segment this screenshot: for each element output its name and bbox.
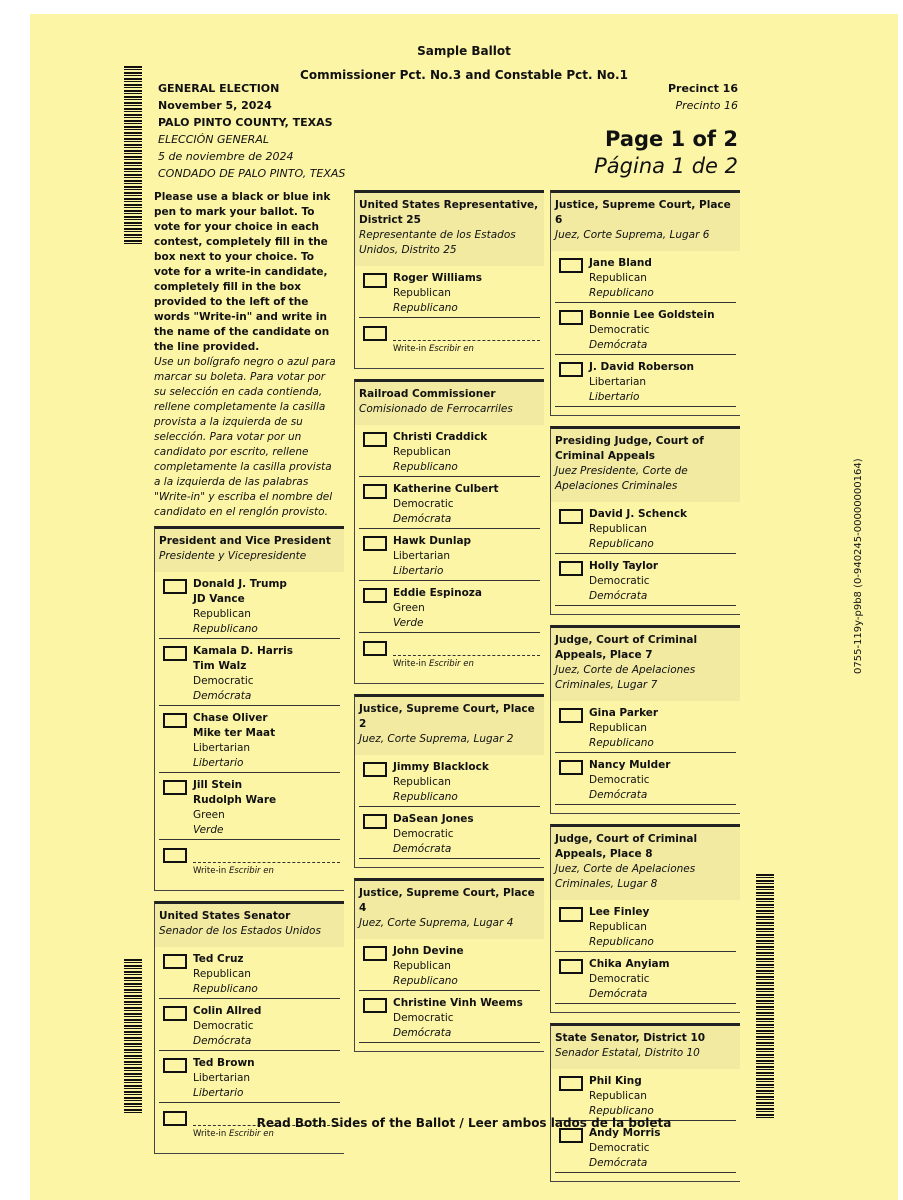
- party-name: Republican: [589, 921, 647, 933]
- write-in-option[interactable]: [159, 846, 340, 882]
- party-name-es: Republicano: [589, 936, 654, 948]
- contest-subtitle: Juez, Corte de Apelaciones Criminales, Lugar 7: [555, 664, 696, 691]
- candidate-option[interactable]: [555, 308, 736, 355]
- contest-subtitle: Juez, Corte Suprema, Lugar 2: [359, 733, 514, 745]
- election-date: November 5, 2024: [158, 99, 272, 112]
- candidate-name: Donald J. Trump: [193, 578, 287, 590]
- ballot-id: 0755-119y-p9b8 (0-940245-00000000164): [853, 458, 864, 674]
- vote-checkbox[interactable]: [363, 762, 387, 777]
- candidate-option[interactable]: [555, 758, 736, 805]
- party-name-es: Demócrata: [589, 988, 648, 1000]
- vote-checkbox[interactable]: [559, 258, 583, 273]
- candidate-option[interactable]: [359, 996, 540, 1043]
- vote-checkbox[interactable]: [363, 588, 387, 603]
- vote-checkbox[interactable]: [559, 1128, 583, 1143]
- contest-title: Justice, Supreme Court, Place 6: [555, 199, 731, 226]
- write-in-line[interactable]: [193, 862, 340, 863]
- candidate-option[interactable]: [159, 644, 340, 706]
- candidate-option[interactable]: [555, 957, 736, 1004]
- contest-title: Presiding Judge, Court of Criminal Appeals: [555, 435, 704, 462]
- party-name: Libertarian: [393, 550, 451, 562]
- party-name-es: Demócrata: [193, 690, 252, 702]
- election-name-es: ELECCIÓN GENERAL: [158, 133, 269, 146]
- party-name-es: Republicano: [393, 302, 458, 314]
- ballot-subtitle: Commissioner Pct. No.3 and Constable Pct. No.1: [300, 68, 628, 82]
- candidate-name: Chika Anyiam: [589, 958, 670, 970]
- vote-checkbox[interactable]: [363, 946, 387, 961]
- write-in-label-es: Escribir en: [428, 344, 474, 354]
- contest-header: [551, 1026, 740, 1069]
- write-in-line[interactable]: [393, 340, 540, 341]
- vote-checkbox[interactable]: [163, 780, 187, 795]
- party-name: Democratic: [589, 575, 650, 587]
- candidate-name: Jimmy Blacklock: [393, 761, 489, 773]
- contest-subtitle: Juez Presidente, Corte de Apelaciones Criminales: [555, 465, 688, 492]
- candidate-option[interactable]: [359, 271, 540, 318]
- party-name: Democratic: [193, 675, 254, 687]
- candidate-name: Eddie Espinoza: [393, 587, 483, 599]
- candidate-name: Ted Cruz: [193, 953, 244, 965]
- candidate-name: Andy Morris: [589, 1127, 661, 1139]
- candidate-name: Katherine Culbert: [393, 483, 499, 495]
- party-name-es: Republicano: [193, 623, 258, 635]
- contest-title: United States Senator: [159, 910, 291, 922]
- vote-checkbox[interactable]: [363, 998, 387, 1013]
- write-in-checkbox[interactable]: [363, 641, 387, 656]
- vote-checkbox[interactable]: [363, 814, 387, 829]
- write-in-checkbox[interactable]: [363, 326, 387, 341]
- write-in-label-en: Write-in: [393, 344, 427, 354]
- column-2-contests: [354, 190, 544, 1052]
- contest: [550, 625, 740, 814]
- party-name: Republican: [589, 272, 647, 284]
- write-in-label-es: Escribir en: [428, 659, 474, 669]
- contest-subtitle: Juez, Corte Suprema, Lugar 4: [359, 917, 514, 929]
- party-name-es: Demócrata: [193, 1035, 252, 1047]
- candidate-option[interactable]: [555, 507, 736, 554]
- contest: [550, 190, 740, 416]
- party-name: Republican: [589, 1090, 647, 1102]
- party-name: Republican: [393, 446, 451, 458]
- vote-checkbox[interactable]: [163, 1006, 187, 1021]
- candidate-option[interactable]: [159, 711, 340, 773]
- contest-header: [355, 697, 544, 755]
- contest-header: [551, 193, 740, 251]
- contest-header: [551, 628, 740, 701]
- candidate-name: Holly Taylor: [589, 560, 659, 572]
- party-name-es: Republicano: [393, 791, 458, 803]
- write-in-label-en: Write-in: [193, 866, 227, 876]
- write-in-option[interactable]: [359, 324, 540, 360]
- contest-title: Justice, Supreme Court, Place 4: [359, 887, 535, 914]
- party-name: Democratic: [193, 1020, 254, 1032]
- party-name: Democratic: [589, 1142, 650, 1154]
- party-name-es: Verde: [393, 617, 424, 629]
- candidate-name: Roger Williams: [393, 272, 483, 284]
- candidate-name: Bonnie Lee Goldstein: [589, 309, 715, 321]
- election-name: GENERAL ELECTION: [158, 82, 280, 95]
- contest-subtitle: Juez, Corte Suprema, Lugar 6: [555, 229, 710, 241]
- running-mate-name: Mike ter Maat: [193, 727, 276, 739]
- candidate-option[interactable]: [159, 1056, 340, 1103]
- party-name: Democratic: [393, 1012, 454, 1024]
- vote-checkbox[interactable]: [559, 362, 583, 377]
- party-name-es: Republicano: [393, 461, 458, 473]
- candidate-option[interactable]: [555, 1126, 736, 1173]
- election-county: PALO PINTO COUNTY, TEXAS: [158, 116, 333, 129]
- party-name-es: Demócrata: [589, 339, 648, 351]
- column-3: [550, 190, 740, 1192]
- party-name: Democratic: [589, 774, 650, 786]
- write-in-checkbox[interactable]: [163, 848, 187, 863]
- contest-header: [155, 529, 344, 572]
- page-number: Page 1 of 2: [605, 127, 738, 151]
- running-mate-name: Rudolph Ware: [193, 794, 277, 806]
- contest-title: Judge, Court of Criminal Appeals, Place 7: [555, 634, 698, 661]
- page-number-es: Página 1 de 2: [594, 154, 738, 178]
- vote-checkbox[interactable]: [559, 907, 583, 922]
- candidate-name: Colin Allred: [193, 1005, 262, 1017]
- candidate-option[interactable]: [359, 534, 540, 581]
- candidate-option[interactable]: [159, 577, 340, 639]
- candidate-option[interactable]: [359, 760, 540, 807]
- contest-subtitle: Representante de los Estados Unidos, Distrito 25: [359, 229, 516, 256]
- barcode-bottom-left: [124, 959, 142, 1114]
- vote-checkbox[interactable]: [559, 509, 583, 524]
- vote-checkbox[interactable]: [363, 484, 387, 499]
- barcode-bottom-right: [756, 874, 774, 1119]
- contest-header: [155, 904, 344, 947]
- barcode-top-left: [124, 66, 142, 244]
- party-name: Democratic: [393, 498, 454, 510]
- contest: [154, 526, 344, 891]
- column-1-contests: [154, 526, 344, 1154]
- candidate-option[interactable]: [359, 586, 540, 633]
- write-in-label: [393, 344, 474, 354]
- candidate-name: Jill Stein: [193, 779, 243, 791]
- candidate-name: Lee Finley: [589, 906, 650, 918]
- party-name-es: Demócrata: [589, 1157, 648, 1169]
- candidate-name: J. David Roberson: [589, 361, 695, 373]
- candidate-option[interactable]: [555, 559, 736, 606]
- contest: [354, 878, 544, 1052]
- candidate-name: Nancy Mulder: [589, 759, 671, 771]
- party-name: Republican: [193, 968, 251, 980]
- vote-checkbox[interactable]: [559, 959, 583, 974]
- write-in-option[interactable]: [359, 639, 540, 675]
- contest-header: [551, 827, 740, 900]
- instructions-en: Please use a black or blue ink pen to mark your ballot. To vote for your choice in each contest, completely fill in the box next to your choice. To vote for a write-in candidate, completely fill in the box provided to the left of the words "Write-in" and write in the name of the candidate on the line provided.: [154, 191, 331, 353]
- party-name: Libertarian: [193, 742, 251, 754]
- vote-checkbox[interactable]: [363, 432, 387, 447]
- vote-checkbox[interactable]: [559, 561, 583, 576]
- candidate-name: Gina Parker: [589, 707, 659, 719]
- party-name-es: Republicano: [589, 287, 654, 299]
- precinct-es: Precinto 16: [675, 99, 738, 112]
- vote-checkbox[interactable]: [363, 273, 387, 288]
- party-name: Democratic: [589, 973, 650, 985]
- party-name-es: Republicano: [193, 983, 258, 995]
- vote-checkbox[interactable]: [363, 536, 387, 551]
- running-mate-name: JD Vance: [193, 593, 245, 605]
- contest-subtitle: Comisionado de Ferrocarriles: [359, 403, 513, 415]
- write-in-label: [193, 1129, 274, 1139]
- contest-header: [355, 881, 544, 939]
- write-in-label-en: Write-in: [193, 1129, 227, 1139]
- candidate-option[interactable]: [159, 1004, 340, 1051]
- party-name: Green: [193, 809, 225, 821]
- footer-note: Read Both Sides of the Ballot / Leer ambos lados de la boleta: [256, 1116, 672, 1130]
- candidate-option[interactable]: [359, 482, 540, 529]
- instructions-es: Use un bolígrafo negro o azul para marcar su boleta. Para votar por su selección en cada contienda, rellene completamente la casilla provista a la izquierda de su selección. Para votar por un candidato por escrito, rellene completamente la casilla provista a la izquierda de las palabras "Write-in" y escriba el nombre del candidato en el renglón provisto.: [154, 356, 336, 518]
- candidate-name: Christine Vinh Weems: [393, 997, 523, 1009]
- vote-checkbox[interactable]: [559, 760, 583, 775]
- party-name: Republican: [589, 722, 647, 734]
- party-name-es: Demócrata: [589, 590, 648, 602]
- contest: [550, 1023, 740, 1182]
- candidate-option[interactable]: [555, 706, 736, 753]
- column-1: [154, 190, 344, 1164]
- election-info: [158, 80, 345, 182]
- party-name-es: Libertario: [193, 757, 244, 769]
- party-name: Libertarian: [589, 376, 647, 388]
- party-name: Republican: [193, 608, 251, 620]
- party-name-es: Demócrata: [589, 789, 648, 801]
- ballot-page: [30, 14, 898, 1200]
- vote-checkbox[interactable]: [163, 646, 187, 661]
- candidate-name: Phil King: [589, 1075, 642, 1087]
- column-3-contests: [550, 190, 740, 1182]
- candidate-option[interactable]: [359, 430, 540, 477]
- party-name: Republican: [393, 776, 451, 788]
- candidate-name: David J. Schenck: [589, 508, 688, 520]
- candidate-option[interactable]: [159, 778, 340, 840]
- candidate-option[interactable]: [359, 944, 540, 991]
- column-2: [354, 190, 544, 1062]
- contest: [550, 824, 740, 1013]
- party-name-es: Libertario: [589, 391, 640, 403]
- candidate-name: DaSean Jones: [393, 813, 474, 825]
- party-name-es: Republicano: [589, 1105, 654, 1117]
- vote-checkbox[interactable]: [163, 1058, 187, 1073]
- write-in-line[interactable]: [393, 655, 540, 656]
- contest-header: [355, 193, 544, 266]
- party-name: Libertarian: [193, 1072, 251, 1084]
- party-name-es: Demócrata: [393, 513, 452, 525]
- contest-title: United States Representative, District 25: [359, 199, 539, 226]
- precinct-info: [594, 80, 738, 180]
- party-name-es: Verde: [193, 824, 224, 836]
- contest-title: Justice, Supreme Court, Place 2: [359, 703, 535, 730]
- party-name-es: Libertario: [393, 565, 444, 577]
- candidate-name: Hawk Dunlap: [393, 535, 472, 547]
- contest-header: [551, 429, 740, 502]
- vote-checkbox[interactable]: [163, 954, 187, 969]
- party-name-es: Demócrata: [393, 843, 452, 855]
- party-name-es: Demócrata: [393, 1027, 452, 1039]
- contest-subtitle: Juez, Corte de Apelaciones Criminales, Lugar 8: [555, 863, 696, 890]
- vote-checkbox[interactable]: [163, 713, 187, 728]
- write-in-label-es: Escribir en: [228, 866, 274, 876]
- contest: [354, 694, 544, 868]
- vote-checkbox[interactable]: [559, 310, 583, 325]
- contest-title: State Senator, District 10: [555, 1032, 706, 1044]
- candidate-name: Jane Bland: [589, 257, 652, 269]
- party-name: Green: [393, 602, 425, 614]
- contest-subtitle: Presidente y Vicepresidente: [159, 550, 307, 562]
- candidate-option[interactable]: [359, 812, 540, 859]
- candidate-option[interactable]: [555, 1074, 736, 1121]
- write-in-label-en: Write-in: [393, 659, 427, 669]
- party-name-es: Republicano: [589, 538, 654, 550]
- election-date-es: 5 de noviembre de 2024: [158, 150, 294, 163]
- write-in-label-es: Escribir en: [228, 1129, 274, 1139]
- precinct: Precinct 16: [668, 82, 738, 95]
- contest-subtitle: Senador de los Estados Unidos: [159, 925, 321, 937]
- candidate-name: Christi Craddick: [393, 431, 488, 443]
- candidate-option[interactable]: [555, 905, 736, 952]
- contest-header: [355, 382, 544, 425]
- ballot-title: Sample Ballot: [417, 44, 511, 58]
- party-name-es: Republicano: [589, 737, 654, 749]
- contest: [354, 190, 544, 369]
- party-name: Republican: [393, 960, 451, 972]
- contest-title: Judge, Court of Criminal Appeals, Place 8: [555, 833, 698, 860]
- contest: [550, 426, 740, 615]
- party-name: Republican: [589, 523, 647, 535]
- party-name: Democratic: [589, 324, 650, 336]
- candidate-option[interactable]: [159, 952, 340, 999]
- candidate-name: Chase Oliver: [193, 712, 268, 724]
- candidate-name: Ted Brown: [193, 1057, 255, 1069]
- contest: [354, 379, 544, 684]
- party-name-es: Libertario: [193, 1087, 244, 1099]
- vote-checkbox[interactable]: [559, 1076, 583, 1091]
- instructions: [154, 190, 344, 520]
- write-in-label: [193, 866, 274, 876]
- candidate-name: John Devine: [393, 945, 464, 957]
- candidate-option[interactable]: [555, 256, 736, 303]
- candidate-name: Kamala D. Harris: [193, 645, 294, 657]
- contest-title: Railroad Commissioner: [359, 388, 496, 400]
- party-name-es: Republicano: [393, 975, 458, 987]
- election-county-es: CONDADO DE PALO PINTO, TEXAS: [158, 167, 346, 180]
- party-name: Democratic: [393, 828, 454, 840]
- vote-checkbox[interactable]: [559, 708, 583, 723]
- running-mate-name: Tim Walz: [193, 660, 247, 672]
- party-name: Republican: [393, 287, 451, 299]
- write-in-label: [393, 659, 474, 669]
- candidate-option[interactable]: [555, 360, 736, 407]
- vote-checkbox[interactable]: [163, 579, 187, 594]
- contest-subtitle: Senador Estatal, Distrito 10: [555, 1047, 700, 1059]
- contest-title: President and Vice President: [159, 535, 331, 547]
